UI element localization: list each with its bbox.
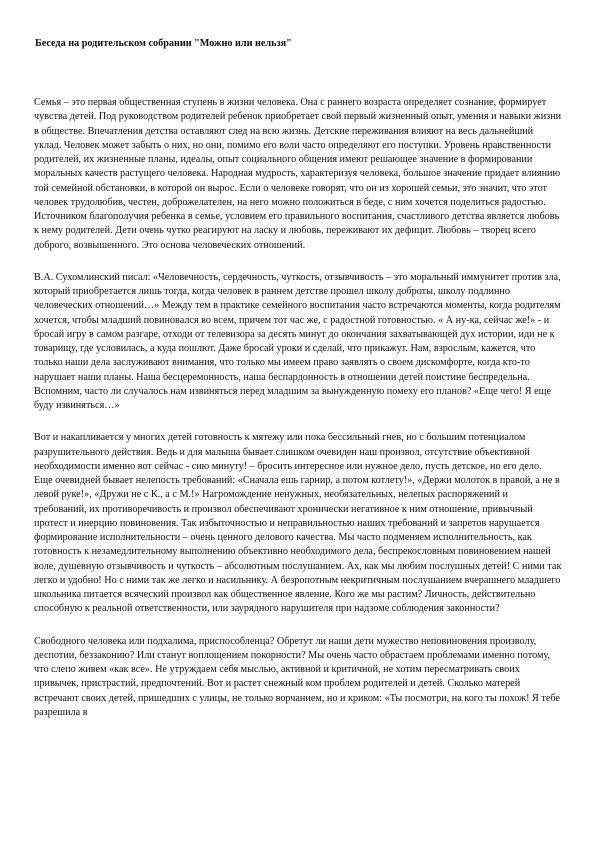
paragraph-sukhomlinsky: В.А. Сухомлинский писал: «Человечность, сердечность, чуткость, отзывчивость – это моральный иммунитет против зла, который приобретается лишь тогда, когда человек в раннем детстве прошел школу доброты, школу подлинно человеческих отношений…» Между тем в практике семейного воспитания часто встречаются моменты, когда родителям хочется, чтобы младший повиновался во всем, причем тот час же, с радостной готовностью. « А ну-ка, сейчас же!» - и бросай игру в самом разгаре, отходи от телевизора за десять минут до окончания захватывающей дух истории, иди не к товарищу, где условилась, а куда пошлют. Даже бросай уроки и сделай, что прикажут. Нам, взрослым, кажется, что только наши дела заслуживают внимания, что только мы имеем право заявлять о своем дискомфорте, когда кто-то нарушает наши планы. Наша бесцеремонность, наша беспардонность в отношении детей поистине беспредельна. Вспомним, часто ли случалось нам извиняться перед младшим за вынужденную помеху его планов? «Еще чего! Я еще буду извиняться…» (34, 271, 561, 411)
paragraph-family: Семья – это первая общественная ступень в жизни человека. Она с раннего возраста определяет сознание, формирует чувства детей. Под руководством родителей ребенок приобретает свой первый жизненный опыт, умения и навыки жизни в обществе. Впечатления детства оставляют след на всю жизнь. Детские переживания влияют на весь дальнейший уклад. Человек может забыть о них, но они, помимо его воли часто определяют его поступки. Уровень нравственности родителей, их жизненные планы, идеалы, опыт социального общения имеют решающее значение в формировании моральных качеств растущего человека. Народная мудрость, характеризуя человека, большое значение придает влиянию той семейной обстановки, в которой он вырос. Если о человеке говорят, что он из хорошей семьи, это значит, что этот человек трудолюбив, честен, доброжелателен, на него можно положиться в беде, с ним хочется поделиться радостью. Источником благополучия ребенка в семье, условием его правильного воспитания, счастливого детства является любовь к нему родителей. Дети очень чутко реагируют на ласку и любовь, переживают их дефицит. Любовь – творец всего доброго, возвышенного. Это основа человеческих отношений. (34, 97, 562, 251)
document-title: Беседа на родительском собрании "Можно или нельзя" (35, 38, 292, 49)
paragraph-freedom: Свободного человека или подхалима, приспособленца? Обретут ли наши дети мужество неповиновения произволу, деспотии, беззаконию? Или станут воплощением покорности? Мы очень часто обрастаем проблемами именно потому, что слепо живем «как все». Не утруждаем себя мыслью, активной и критичной, не хотим пересматривать своих привычек, пристрастий, предпочтений. Вот и растет снежный ком проблем родителей и детей. Сколько матерей встречают своих детей, пришедших с улицы, не только ворчанием, но и криком: «Ты посмотри, на кого ты похож! Я тебе разрешила в (34, 635, 560, 718)
document-body (34, 96, 562, 720)
paragraph-rebellion: Вот и накапливается у многих детей готовность к мятежу или пока бессильный гнев, но с большим потенциалом разрушительного действия. Ведь и для малыша бывает слишком очевиден наш произвол, отсутствие объективной необходимости именно вот сейчас - сию минуту! – бросить интересное или нужное дело, пусть детское, но его дело. Еще очевидней бывает нелепость требований: «Сначала ешь гарнир, а потом котлету!», «Держи молоток в правой, а не в левой руке!», «Дружи не с К., а с М.!» Нагромождение ненужных, необязательных, нелепых распоряжений и требований, их противоречивость и произвол обеспечивают хронически негативное к ним отношение, привычный протест и инерцию повиновения. Так избыточностью и неправильностью наших требований и запретов нарушается формирование исполнительности – очень ценного делового качества. Мы часто подменяем исполнительность, как готовность к незамедлительному выполнению объективно необходимого дела, беспрекословным повиновением нашей воле, душевную отзывчивость и чуткость – абсолютным послушанием. Ах, как мы любим послушных детей! С ними так легко и удобно! Но с ними так же легко и насильнику. А безропотным некритичным послушанием вчерашнего младшего школьника питается всяческий произвол как общественное явление. Кого же мы растим? Личность, действительно способную к реальной ответственности, или заурядного нарушителя при надзоме соблюдения законности? (34, 432, 562, 615)
